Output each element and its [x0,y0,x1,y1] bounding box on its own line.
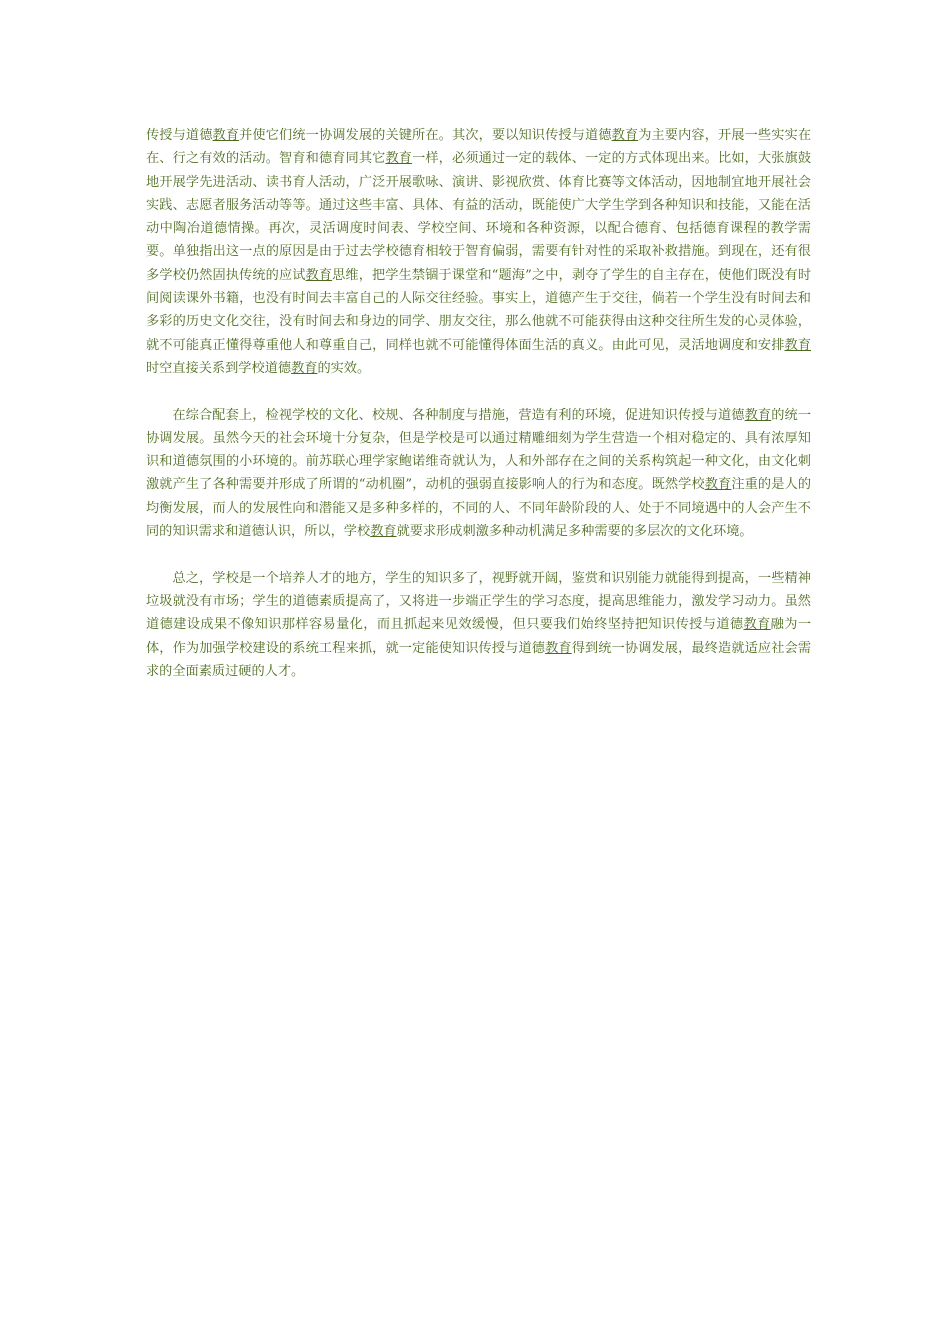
paragraph-text: 融为一体，作为加强学校建设的系统工程来抓，就一定能使知识传授与道德 [146,617,812,656]
paragraph-text: 就要求形成刺激多种动机满足多种需要的多层次的文化环境。 [396,524,753,540]
keyword-link[interactable]: 教育 [784,337,812,353]
paragraph [146,567,811,683]
keyword-link[interactable]: 教育 [291,360,318,376]
paragraph-text: 得到统一协调发展，最终造就适应社会需求的全面素质过硬的人才。 [146,640,812,679]
paragraph-text: 的实效。 [317,360,371,376]
paragraph-text: 的统一协调发展。虽然今天的社会环境十分复杂，但是学校是可以通过精雕细刻为学生营造一个相对稳定的、具有浓厚知识和道德氛围的小环境的。前苏联心理学家鲍诺维奇就认为，人和外部存在之间的关系构筑起一种文化，由文化刺激就产生了各种需要并形成了所谓的“动机圈”，动机的强弱直接影响人的行为和态度。既然学校 [146,407,812,493]
paragraph-text: 时空直接关系到学校道德 [146,360,292,376]
keyword-link[interactable]: 教育 [744,407,772,423]
keyword-link[interactable]: 教育 [305,267,333,283]
paragraph-text: 思维，把学生禁锢于课堂和“题海”之中，剥夺了学生的自主存在，使他们既没有时间阅读课外书籍，也没有时间去丰富自己的人际交往经验。事实上，道德产生于交往，倘若一个学生没有时间去和多彩的历史文化交往，没有时间去和身边的同学、朋友交往，那么他就不可能获得由这种交往所生发的心灵体验，就不可能真正懂得尊重他人和尊重自己，同样也就不可能懂得体面生活的真义。由此可见，灵活地调度和安排 [146,267,812,353]
keyword-link[interactable]: 教育 [212,128,240,143]
paragraph-text: 在综合配套上，检视学校的文化、校规、各种制度与措施，营造有利的环境，促进知识传授与道德 [172,407,745,423]
keyword-link[interactable]: 教育 [545,640,572,656]
paragraph-text: 注重的是人的均衡发展，而人的发展性向和潜能又是多种多样的，不同的人、不同年龄阶段的人、处于不同境遇中的人会产生不同的知识需求和道德认识，所以，学校 [146,477,812,540]
paragraph [146,404,811,544]
paragraph-text: 一样，必须通过一定的载体、一定的方式体现出来。比如，大张旗鼓地开展学先进活动、读书育人活动，广泛开展歌咏、演讲、影视欣赏、体育比赛等文体活动，因地制宜地开展社会实践、志愿者服务活动等等。通过这些丰富、具体、有益的活动，既能使广大学生学到各种知识和技能，又能在活动中陶冶道德情操。再次，灵活调度时间表、学校空间、环境和各种资源，以配合德育、包括德育课程的教学需要。单独指出这一点的原因是由于过去学校德育相较于智育偏弱，需要有针对性的采取补救措施。到现在，还有很多学校仍然固执传统的应试 [146,151,812,283]
keyword-link[interactable]: 教育 [743,617,771,633]
paragraph-text: 并使它们统一协调发展的关键所在。其次，要以知识传授与道德 [239,128,612,143]
document-body [146,124,811,706]
keyword-link[interactable]: 教育 [611,128,639,143]
keyword-link[interactable]: 教育 [385,151,413,167]
paragraph-text: 传授与道德 [146,128,213,143]
paragraph-text: 为主要内容，开展一些实实在在、行之有效的活动。智育和德育同其它 [146,128,812,167]
keyword-link[interactable]: 教育 [704,477,732,493]
paragraph-text: 总之，学校是一个培养人才的地方，学生的知识多了，视野就开阔，鉴赏和识别能力就能得到提高，一些精神垃圾就没有市场；学生的道德素质提高了，又将进一步端正学生的学习态度，提高思维能力，激发学习动力。虽然道德建设成果不像知识那样容易量化，而且抓起来见效缓慢，但只要我们始终坚持把知识传授与道德 [146,570,811,633]
keyword-link[interactable]: 教育 [370,524,397,540]
paragraph [146,124,811,380]
